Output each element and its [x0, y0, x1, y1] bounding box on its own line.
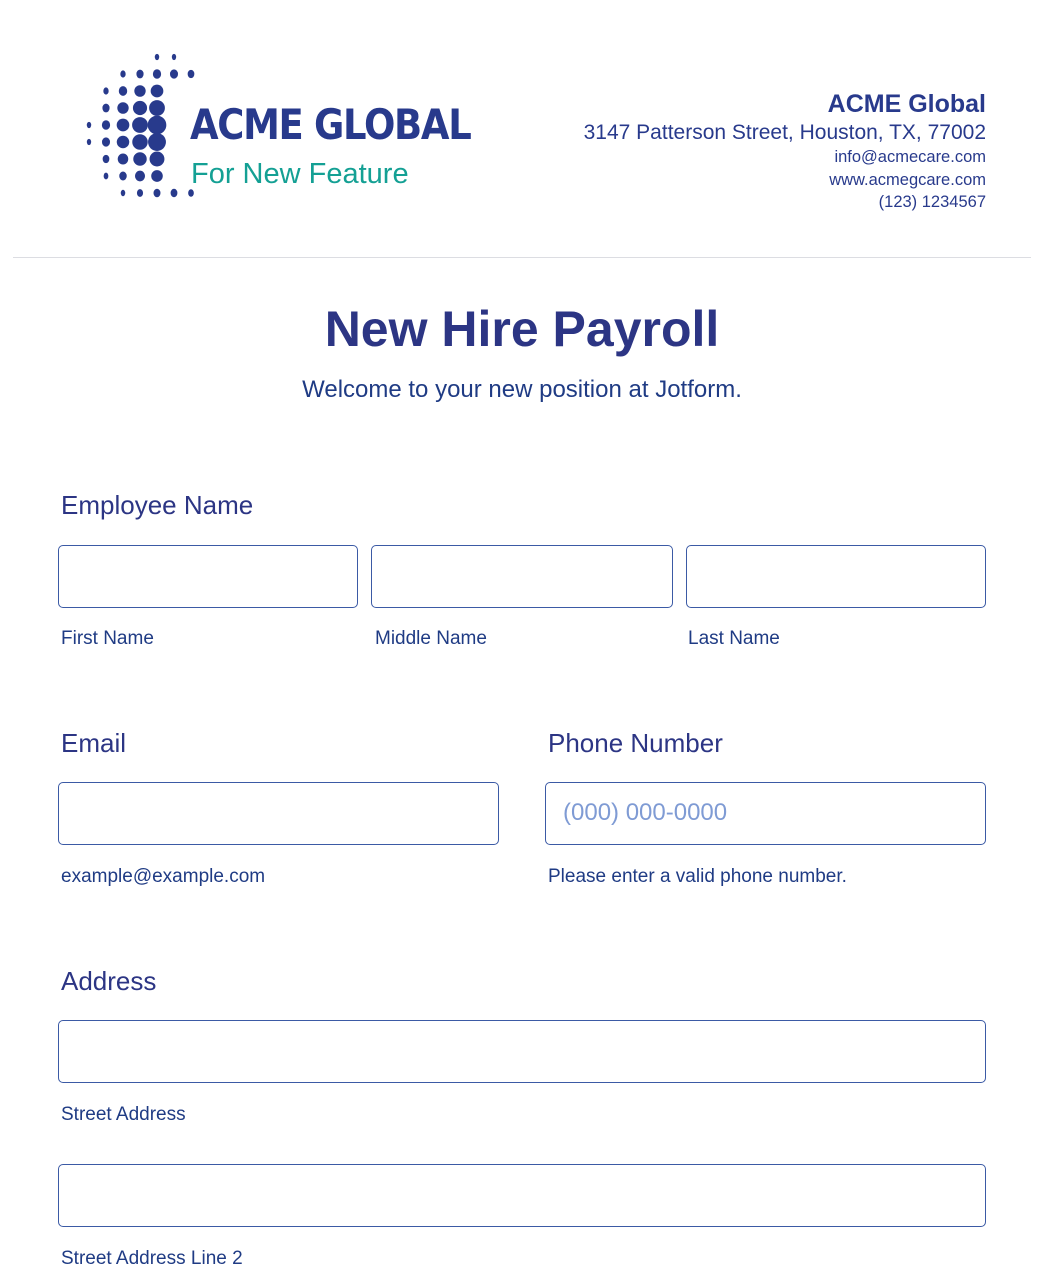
globe-dot [172, 54, 176, 60]
company-phone: (123) 1234567 [878, 193, 986, 211]
globe-dot [103, 155, 110, 163]
globe-dot [102, 120, 110, 130]
first-name-input[interactable] [58, 545, 358, 608]
globe-dot [153, 69, 161, 79]
globe-dot [120, 70, 125, 77]
logo-brand-name: ACME GLOBAL [190, 100, 471, 149]
email-input[interactable] [58, 782, 499, 845]
globe-dot [133, 101, 147, 115]
globe-dot [117, 119, 130, 132]
address-label: Address [61, 966, 157, 996]
middle-name-input[interactable] [371, 545, 673, 608]
globe-dot [117, 136, 129, 148]
phone-number-sublabel: Please enter a valid phone number. [548, 866, 847, 887]
middle-name-sublabel: Middle Name [375, 628, 487, 649]
globe-dot [103, 87, 108, 94]
phone-number-label: Phone Number [548, 728, 723, 758]
globe-dot [132, 117, 148, 133]
globe-dot [150, 152, 165, 167]
globe-dot [135, 171, 145, 182]
globe-dot [121, 190, 126, 196]
globe-dot [102, 104, 109, 113]
globe-dot [153, 189, 160, 198]
street-address-input[interactable] [58, 1020, 986, 1083]
globe-dot [133, 152, 146, 165]
globe-dot [132, 134, 147, 149]
globe-dot [148, 133, 166, 151]
globe-dot [136, 70, 143, 79]
form-title: New Hire Payroll [324, 301, 720, 357]
globe-dot [149, 100, 165, 116]
globe-dot [119, 172, 127, 181]
globe-dot [119, 86, 127, 96]
header-divider [13, 257, 1031, 258]
globe-dot [188, 70, 195, 78]
globe-dot [151, 85, 164, 98]
form-subtitle: Welcome to your new position at Jotform. [302, 376, 742, 403]
globe-dot [151, 170, 163, 182]
last-name-sublabel: Last Name [688, 628, 780, 649]
globe-dot [104, 173, 109, 180]
globe-dot [117, 102, 128, 114]
company-email: info@acmecare.com [834, 148, 986, 166]
globe-dot [148, 116, 167, 135]
company-logo [78, 48, 498, 218]
email-label: Email [61, 728, 127, 758]
company-name: ACME Global [827, 90, 986, 118]
street-address-line2-sublabel: Street Address Line 2 [61, 1248, 243, 1269]
globe-dot [118, 153, 129, 164]
company-address: 3147 Patterson Street, Houston, TX, 77002 [583, 121, 986, 144]
globe-dot [87, 122, 91, 128]
globe-dot [170, 69, 178, 78]
street-address-sublabel: Street Address [61, 1104, 186, 1125]
globe-dot [137, 189, 143, 197]
globe-dot [87, 139, 91, 145]
email-sublabel: example@example.com [61, 866, 266, 887]
company-website: www.acmegcare.com [829, 170, 986, 189]
phone-number-input[interactable]: (000) 000-0000 [545, 782, 986, 845]
logo-tagline: For New Feature [191, 158, 409, 190]
globe-dot [102, 137, 110, 146]
globe-dot [134, 85, 145, 97]
globe-dot [171, 189, 178, 197]
company-contact-info [584, 88, 986, 214]
first-name-sublabel: First Name [61, 628, 154, 649]
page-header [0, 0, 1044, 258]
globe-dot [155, 54, 159, 60]
employee-name-label: Employee Name [61, 490, 254, 520]
last-name-input[interactable] [686, 545, 986, 608]
street-address-line2-input[interactable] [58, 1164, 986, 1227]
